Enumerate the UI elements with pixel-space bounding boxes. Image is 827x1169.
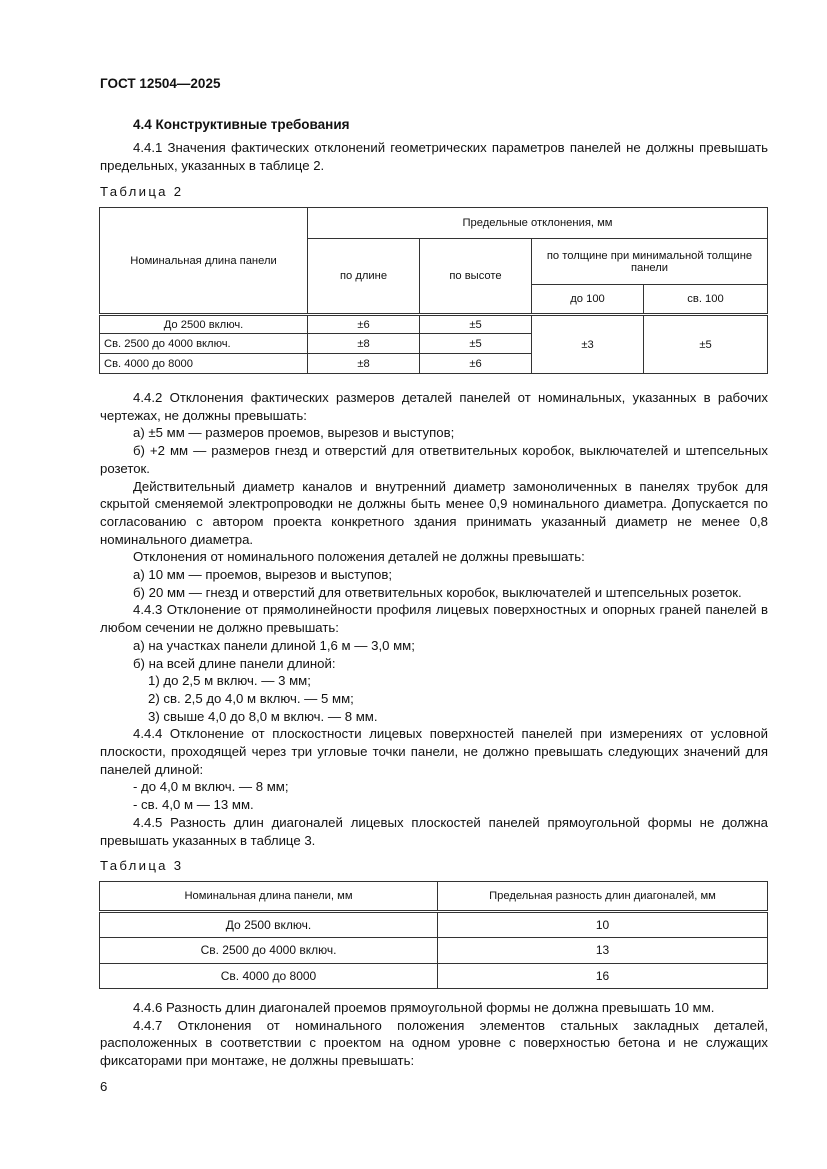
th-nominal: Номинальная длина панели, мм <box>100 881 438 911</box>
paragraph: 4.4.4 Отклонение от плоскостности лицевых поверхностей панелей при измерениях от условной плоскости, проходящей через три угловые точки панели, не должно превышать следующих значений для панелей длиной: <box>100 726 768 777</box>
document-header: ГОСТ 12504—2025 <box>100 76 221 91</box>
cell-thick-over100: ±5 <box>644 315 768 374</box>
cell-name: Св. 2500 до 4000 включ. <box>100 334 308 354</box>
section-title: 4.4 Конструктивные требования <box>133 117 350 132</box>
paragraph: а) на участках панели длиной 1,6 м — 3,0 мм; <box>133 637 415 653</box>
th-diff: Предельная разность длин диагоналей, мм <box>438 881 768 911</box>
cell-height: ±5 <box>420 315 532 334</box>
paragraph: 4.4.3 Отклонение от прямолинейности профиля лицевых поверхностных и опорных граней панелей в любом сечении не должно превышать: <box>100 602 768 636</box>
paragraph: б) +2 мм — размеров гнезд и отверстий для ответвительных коробок, выключателей и штепсельных розеток. <box>100 443 768 476</box>
cell-height: ±6 <box>420 354 532 374</box>
paragraph: 3) свыше 4,0 до 8,0 м включ. — 8 мм. <box>148 708 378 724</box>
paragraph: 4.4.5 Разность длин диагоналей лицевых плоскостей панелей прямоугольной формы не должна превышать указанных в таблице 3. <box>100 814 768 848</box>
table-row <box>100 937 768 963</box>
cell-length: ±8 <box>308 334 420 354</box>
paragraph: 4.4.7 Отклонения от номинального положения элементов стальных закладных деталей, расположенных в соответствии с проектом на одном уровне с поверхностью бетона и не служащих фиксаторами при монтаже, не должны превышать: <box>100 1017 768 1069</box>
cell-value: 16 <box>438 963 768 988</box>
paragraph: 2) св. 2,5 до 4,0 м включ. — 5 мм; <box>148 690 354 706</box>
paragraph: 4.4.2 Отклонения фактических размеров деталей панелей от номинальных, указанных в рабочих чертежах, не должны превышать: <box>100 390 768 423</box>
cell-height: ±5 <box>420 334 532 354</box>
body-flow <box>100 389 768 1096</box>
body-text-2 <box>100 999 768 1070</box>
paragraph-4-4-1 <box>100 139 768 174</box>
cell-name: До 2500 включ. <box>100 315 308 334</box>
cell-name: Св. 4000 до 8000 <box>100 354 308 374</box>
cell-length: ±6 <box>308 315 420 334</box>
paragraph: а) ±5 мм — размеров проемов, вырезов и выступов; <box>133 425 455 441</box>
th-thickness: по толщине при минимальной толщине панели <box>532 239 768 285</box>
cell-name: До 2500 включ. <box>100 911 438 937</box>
table-row <box>100 963 768 988</box>
paragraph: 1) до 2,5 м включ. — 3 мм; <box>148 673 311 689</box>
th-nominal: Номинальная длина панели <box>100 208 308 315</box>
table-row <box>100 911 768 937</box>
body-text-1 <box>100 389 768 849</box>
cell-value: 10 <box>438 911 768 937</box>
table-2 <box>99 207 768 374</box>
table3-caption: Таблица 3 <box>100 858 184 874</box>
table-row <box>100 315 768 334</box>
table-3 <box>99 881 768 989</box>
paragraph: Отклонения от номинального положения деталей не должны превышать: <box>133 549 585 565</box>
th-to100: до 100 <box>532 285 644 315</box>
paragraph: б) на всей длине панели длиной: <box>133 655 336 671</box>
paragraph: 4.4.1 Значения фактических отклонений геометрических параметров панелей не должны превышать предельных, указанных в таблице 2. <box>100 140 768 173</box>
paragraph: Действительный диаметр каналов и внутренний диаметр замоноличенных в панелях трубок для скрытой сменяемой электропроводки не должны быть менее 0,9 номинального диаметра. Допускается по согласованию с автором проекта конкретного здания принимать указанный диаметр не менее 0,8 номинального диаметра. <box>100 478 768 547</box>
cell-name: Св. 4000 до 8000 <box>100 963 438 988</box>
paragraph: б) 20 мм — гнезд и отверстий для ответвительных коробок, выключателей и штепсельных розеток. <box>133 584 742 600</box>
cell-name: Св. 2500 до 4000 включ. <box>100 937 438 963</box>
th-over100: св. 100 <box>644 285 768 315</box>
th-length: по длине <box>308 239 420 315</box>
paragraph: 4.4.6 Разность длин диагоналей проемов прямоугольной формы не должна превышать 10 мм. <box>133 999 715 1015</box>
paragraph: а) 10 мм — проемов, вырезов и выступов; <box>133 567 393 583</box>
cell-value: 13 <box>438 937 768 963</box>
cell-thick-to100: ±3 <box>532 315 644 374</box>
th-height: по высоте <box>420 239 532 315</box>
paragraph: - до 4,0 м включ. — 8 мм; <box>133 779 289 795</box>
page-number: 6 <box>100 1078 108 1094</box>
th-limits: Предельные отклонения, мм <box>308 208 768 239</box>
cell-length: ±8 <box>308 354 420 374</box>
table2-caption: Таблица 2 <box>100 184 184 199</box>
paragraph: - св. 4,0 м — 13 мм. <box>133 797 254 813</box>
